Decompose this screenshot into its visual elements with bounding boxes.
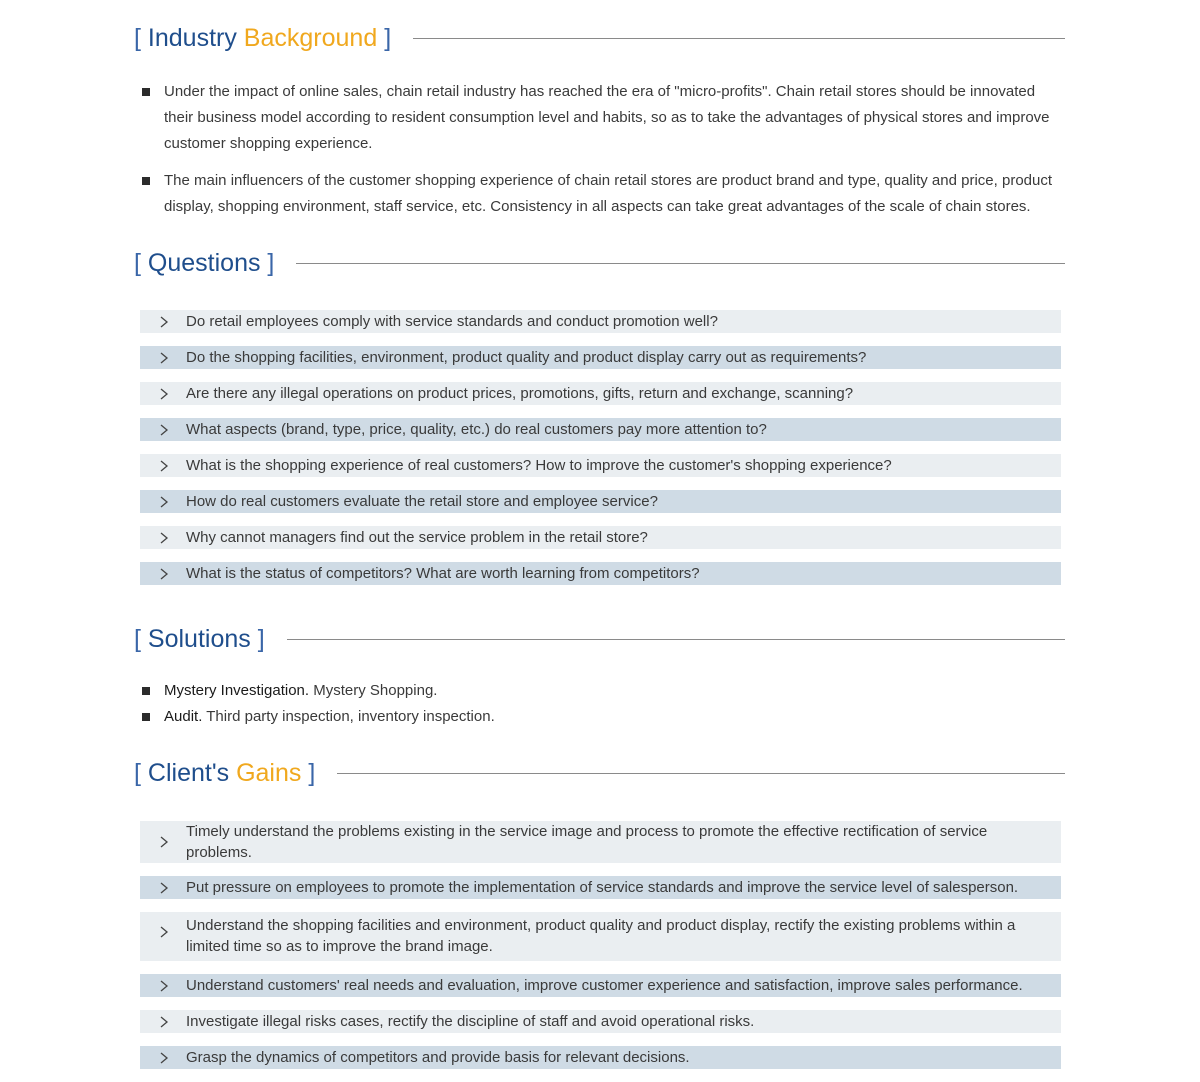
- list-item: [140, 418, 1061, 441]
- chevron-right-icon: [159, 388, 169, 400]
- title-accent-word: Background: [243, 23, 378, 52]
- list-item: [140, 704, 1065, 730]
- bracket-close: ]: [308, 758, 316, 787]
- solution-detail: Mystery Shopping.: [309, 682, 438, 699]
- title-word: Solutions: [147, 624, 251, 653]
- list-item-text: Do the shopping facilities, environment, product quality and product display carry out as requirements?: [186, 349, 867, 366]
- list-item-text: Timely understand the problems existing in the service image and process to promote the effective rectification of service problems.: [186, 823, 988, 861]
- list-item-text: Grasp the dynamics of competitors and provide basis for relevant decisions.: [186, 1049, 690, 1066]
- chevron-right-icon: [159, 1016, 169, 1028]
- list-item: [140, 490, 1061, 513]
- divider-line: [296, 263, 1065, 264]
- bracket-close: ]: [384, 23, 392, 52]
- questions-list: [140, 310, 1061, 598]
- section-title: [134, 249, 274, 278]
- list-item-text: Put pressure on employees to promote the implementation of service standards and improve the service level of salesperson.: [186, 879, 1019, 896]
- chevron-right-icon: [159, 424, 169, 436]
- chevron-right-icon: [159, 926, 169, 938]
- chevron-right-icon: [159, 980, 169, 992]
- list-item-text: What aspects (brand, type, price, quality, etc.) do real customers pay more attention to?: [186, 421, 767, 438]
- chevron-right-icon: [159, 882, 169, 894]
- divider-line: [337, 773, 1065, 774]
- list-item-text: Why cannot managers find out the service problem in the retail store?: [186, 529, 648, 546]
- section-header-solutions: [134, 624, 1065, 654]
- square-bullet-icon: [142, 88, 150, 96]
- list-item: [140, 974, 1061, 997]
- title-word: Industry: [147, 23, 237, 52]
- bracket-open: [: [134, 248, 141, 277]
- solution-detail: Third party inspection, inventory inspection.: [202, 707, 495, 725]
- list-item-text: Investigate illegal risks cases, rectify the discipline of staff and avoid operational risks.: [186, 1013, 755, 1030]
- bracket-open: [: [134, 758, 141, 787]
- list-item: [140, 168, 1065, 220]
- chevron-right-icon: [159, 460, 169, 472]
- list-item: [140, 1046, 1061, 1069]
- list-item-text: Understand customers' real needs and evaluation, improve customer experience and satisfaction, improve sales performance.: [186, 977, 1023, 994]
- list-item: [140, 821, 1061, 863]
- list-item-text: How do real customers evaluate the retail store and employee service?: [186, 493, 658, 510]
- divider-line: [287, 639, 1065, 640]
- section-title: [134, 625, 265, 654]
- solution-name: Audit.: [164, 707, 203, 725]
- chevron-right-icon: [159, 568, 169, 580]
- list-item-text: The main influencers of the customer shopping experience of chain retail stores are product brand and type, quality and price, product display, shopping environment, staff service, etc. Consistency in all aspects can take great advantages of the scale of chain stores.: [164, 172, 1053, 215]
- section-header-industry-background: [134, 23, 1065, 53]
- section-title: [134, 24, 391, 53]
- list-item: [140, 526, 1061, 549]
- list-item: [140, 678, 1065, 704]
- title-word: Client's: [147, 758, 230, 787]
- title-word: Questions: [147, 248, 261, 277]
- industry-background-list: [140, 79, 1065, 231]
- clients-gains-list: [140, 821, 1061, 1082]
- section-header-questions: [134, 248, 1065, 278]
- chevron-right-icon: [159, 496, 169, 508]
- list-item-text: Are there any illegal operations on product prices, promotions, gifts, return and exchange, scanning?: [186, 385, 854, 402]
- solution-name: Mystery Investigation.: [164, 682, 310, 699]
- list-item: [140, 382, 1061, 405]
- bracket-close: ]: [257, 624, 265, 653]
- square-bullet-icon: [142, 713, 150, 721]
- section-title: [134, 759, 315, 788]
- square-bullet-icon: [142, 687, 150, 695]
- solutions-list: [140, 678, 1065, 729]
- section-header-clients-gains: [134, 758, 1065, 788]
- chevron-right-icon: [159, 836, 169, 848]
- list-item: [140, 310, 1061, 333]
- list-item-text: Understand the shopping facilities and environment, product quality and product display, rectify the existing problems within a limited time so as to improve the brand image.: [186, 917, 1016, 955]
- list-item: [140, 79, 1065, 157]
- chevron-right-icon: [159, 316, 169, 328]
- list-item: [140, 1010, 1061, 1033]
- divider-line: [413, 38, 1065, 39]
- list-item: [140, 562, 1061, 585]
- chevron-right-icon: [159, 532, 169, 544]
- bracket-open: [: [134, 23, 141, 52]
- title-accent-word: Gains: [236, 758, 302, 787]
- list-item: [140, 454, 1061, 477]
- list-item: [140, 346, 1061, 369]
- list-item-text: What is the status of competitors? What are worth learning from competitors?: [186, 565, 700, 582]
- list-item-text: What is the shopping experience of real customers? How to improve the customer's shopping experience?: [186, 457, 892, 474]
- chevron-right-icon: [159, 352, 169, 364]
- list-item-text: Under the impact of online sales, chain retail industry has reached the era of "micro-profits". Chain retail stores should be innovated their business model according to resident consumption level and habits, so as to take the advantages of physical stores and improve customer shopping experience.: [164, 83, 1050, 152]
- chevron-right-icon: [159, 1052, 169, 1064]
- bracket-close: ]: [267, 248, 275, 277]
- list-item: [140, 912, 1061, 961]
- square-bullet-icon: [142, 177, 150, 185]
- list-item: [140, 876, 1061, 899]
- list-item-text: Do retail employees comply with service standards and conduct promotion well?: [186, 313, 718, 330]
- bracket-open: [: [134, 624, 141, 653]
